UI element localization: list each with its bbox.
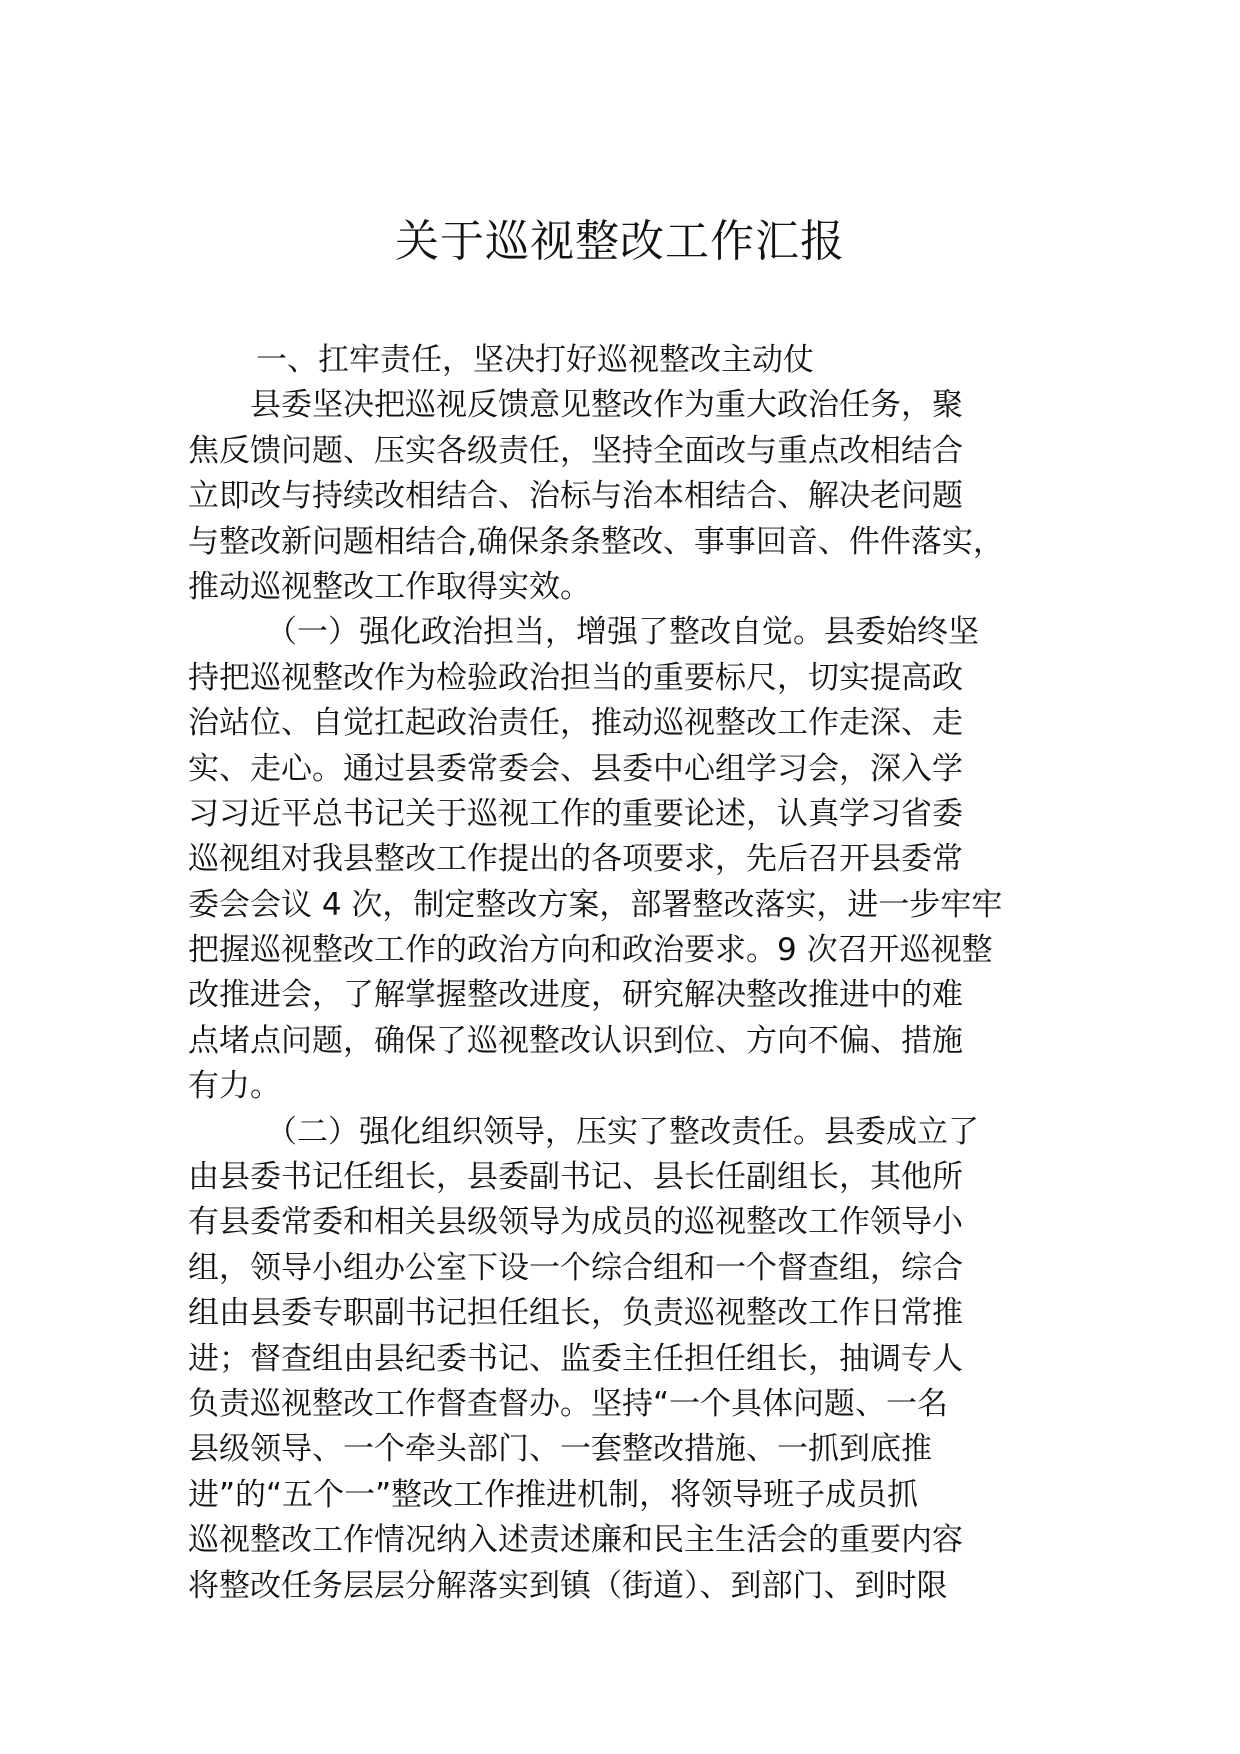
paragraph-line: 焦反馈问题、压实各级责任，坚持全面改与重点改相结合 <box>188 432 963 469</box>
paragraph-line: 治站位、自觉扛起政治责任，推动巡视整改工作走深、走 <box>188 705 963 742</box>
document-title: 关于巡视整改工作汇报 <box>395 216 845 267</box>
paragraph-line: 组，领导小组办公室下设一个综合组和一个督查组，综合 <box>188 1249 963 1286</box>
paragraph-line: 推动巡视整改工作取得实效。 <box>188 568 591 605</box>
subsection-line: （二）强化组织领导，压实了整改责任。县委成立了 <box>266 1113 979 1150</box>
paragraph-line: 点堵点问题，确保了巡视整改认识到位、方向不偏、措施 <box>188 1022 963 1059</box>
paragraph-line: 进；督查组由县纪委书记、监委主任担任组长，抽调专人 <box>188 1340 963 1377</box>
section-heading: 一、扛牢责任，坚决打好巡视整改主动仗 <box>256 342 814 378</box>
subsection-line: （一）强化政治担当，增强了整改自觉。县委始终坚 <box>266 614 979 651</box>
paragraph-line: 有县委常委和相关县级领导为成员的巡视整改工作领导小 <box>188 1204 963 1241</box>
paragraph-line: 习习近平总书记关于巡视工作的重要论述，认真学习省委 <box>188 795 963 832</box>
paragraph-line: 有力。 <box>188 1068 281 1105</box>
paragraph-line: 委会会议 4 次，制定整改方案，部署整改落实，进一步牢牢 <box>188 886 1003 923</box>
paragraph-line: 将整改任务层层分解落实到镇（街道）、到部门、到时限 <box>188 1567 948 1604</box>
paragraph-line: 巡视组对我县整改工作提出的各项要求，先后召开县委常 <box>188 841 963 878</box>
paragraph-line: 巡视整改工作情况纳入述责述廉和民主生活会的重要内容 <box>188 1522 963 1559</box>
paragraph-line: 组由县委专职副书记担任组长，负责巡视整改工作日常推 <box>188 1295 963 1332</box>
paragraph-line: 进”的“五个一”整改工作推进机制，将领导班子成员抓 <box>188 1476 919 1513</box>
paragraph-line: 实、走心。通过县委常委会、县委中心组学习会，深入学 <box>188 750 963 787</box>
paragraph-line: 县级领导、一个牵头部门、一套整改措施、一抓到底推 <box>188 1431 932 1468</box>
paragraph-line: 县委坚决把巡视反馈意见整改作为重大政治任务，聚 <box>250 387 963 424</box>
paragraph-line: 与整改新问题相结合,确保条条整改、事事回音、件件落实， <box>188 523 1004 560</box>
document-body <box>188 338 1068 1609</box>
paragraph-line: 由县委书记任组长，县委副书记、县长任副组长，其他所 <box>188 1159 963 1196</box>
paragraph-line: 改推进会，了解掌握整改进度，研究解决整改推进中的难 <box>188 977 963 1014</box>
paragraph-line: 立即改与持续改相结合、治标与治本相结合、解决老问题 <box>188 478 963 515</box>
paragraph-line: 持把巡视整改作为检验政治担当的重要标尺，切实提高政 <box>188 659 963 696</box>
paragraph-line: 把握巡视整改工作的政治方向和政治要求。9 次召开巡视整 <box>188 932 993 969</box>
paragraph-line: 负责巡视整改工作督查督办。坚持“一个具体问题、一名 <box>188 1385 949 1422</box>
